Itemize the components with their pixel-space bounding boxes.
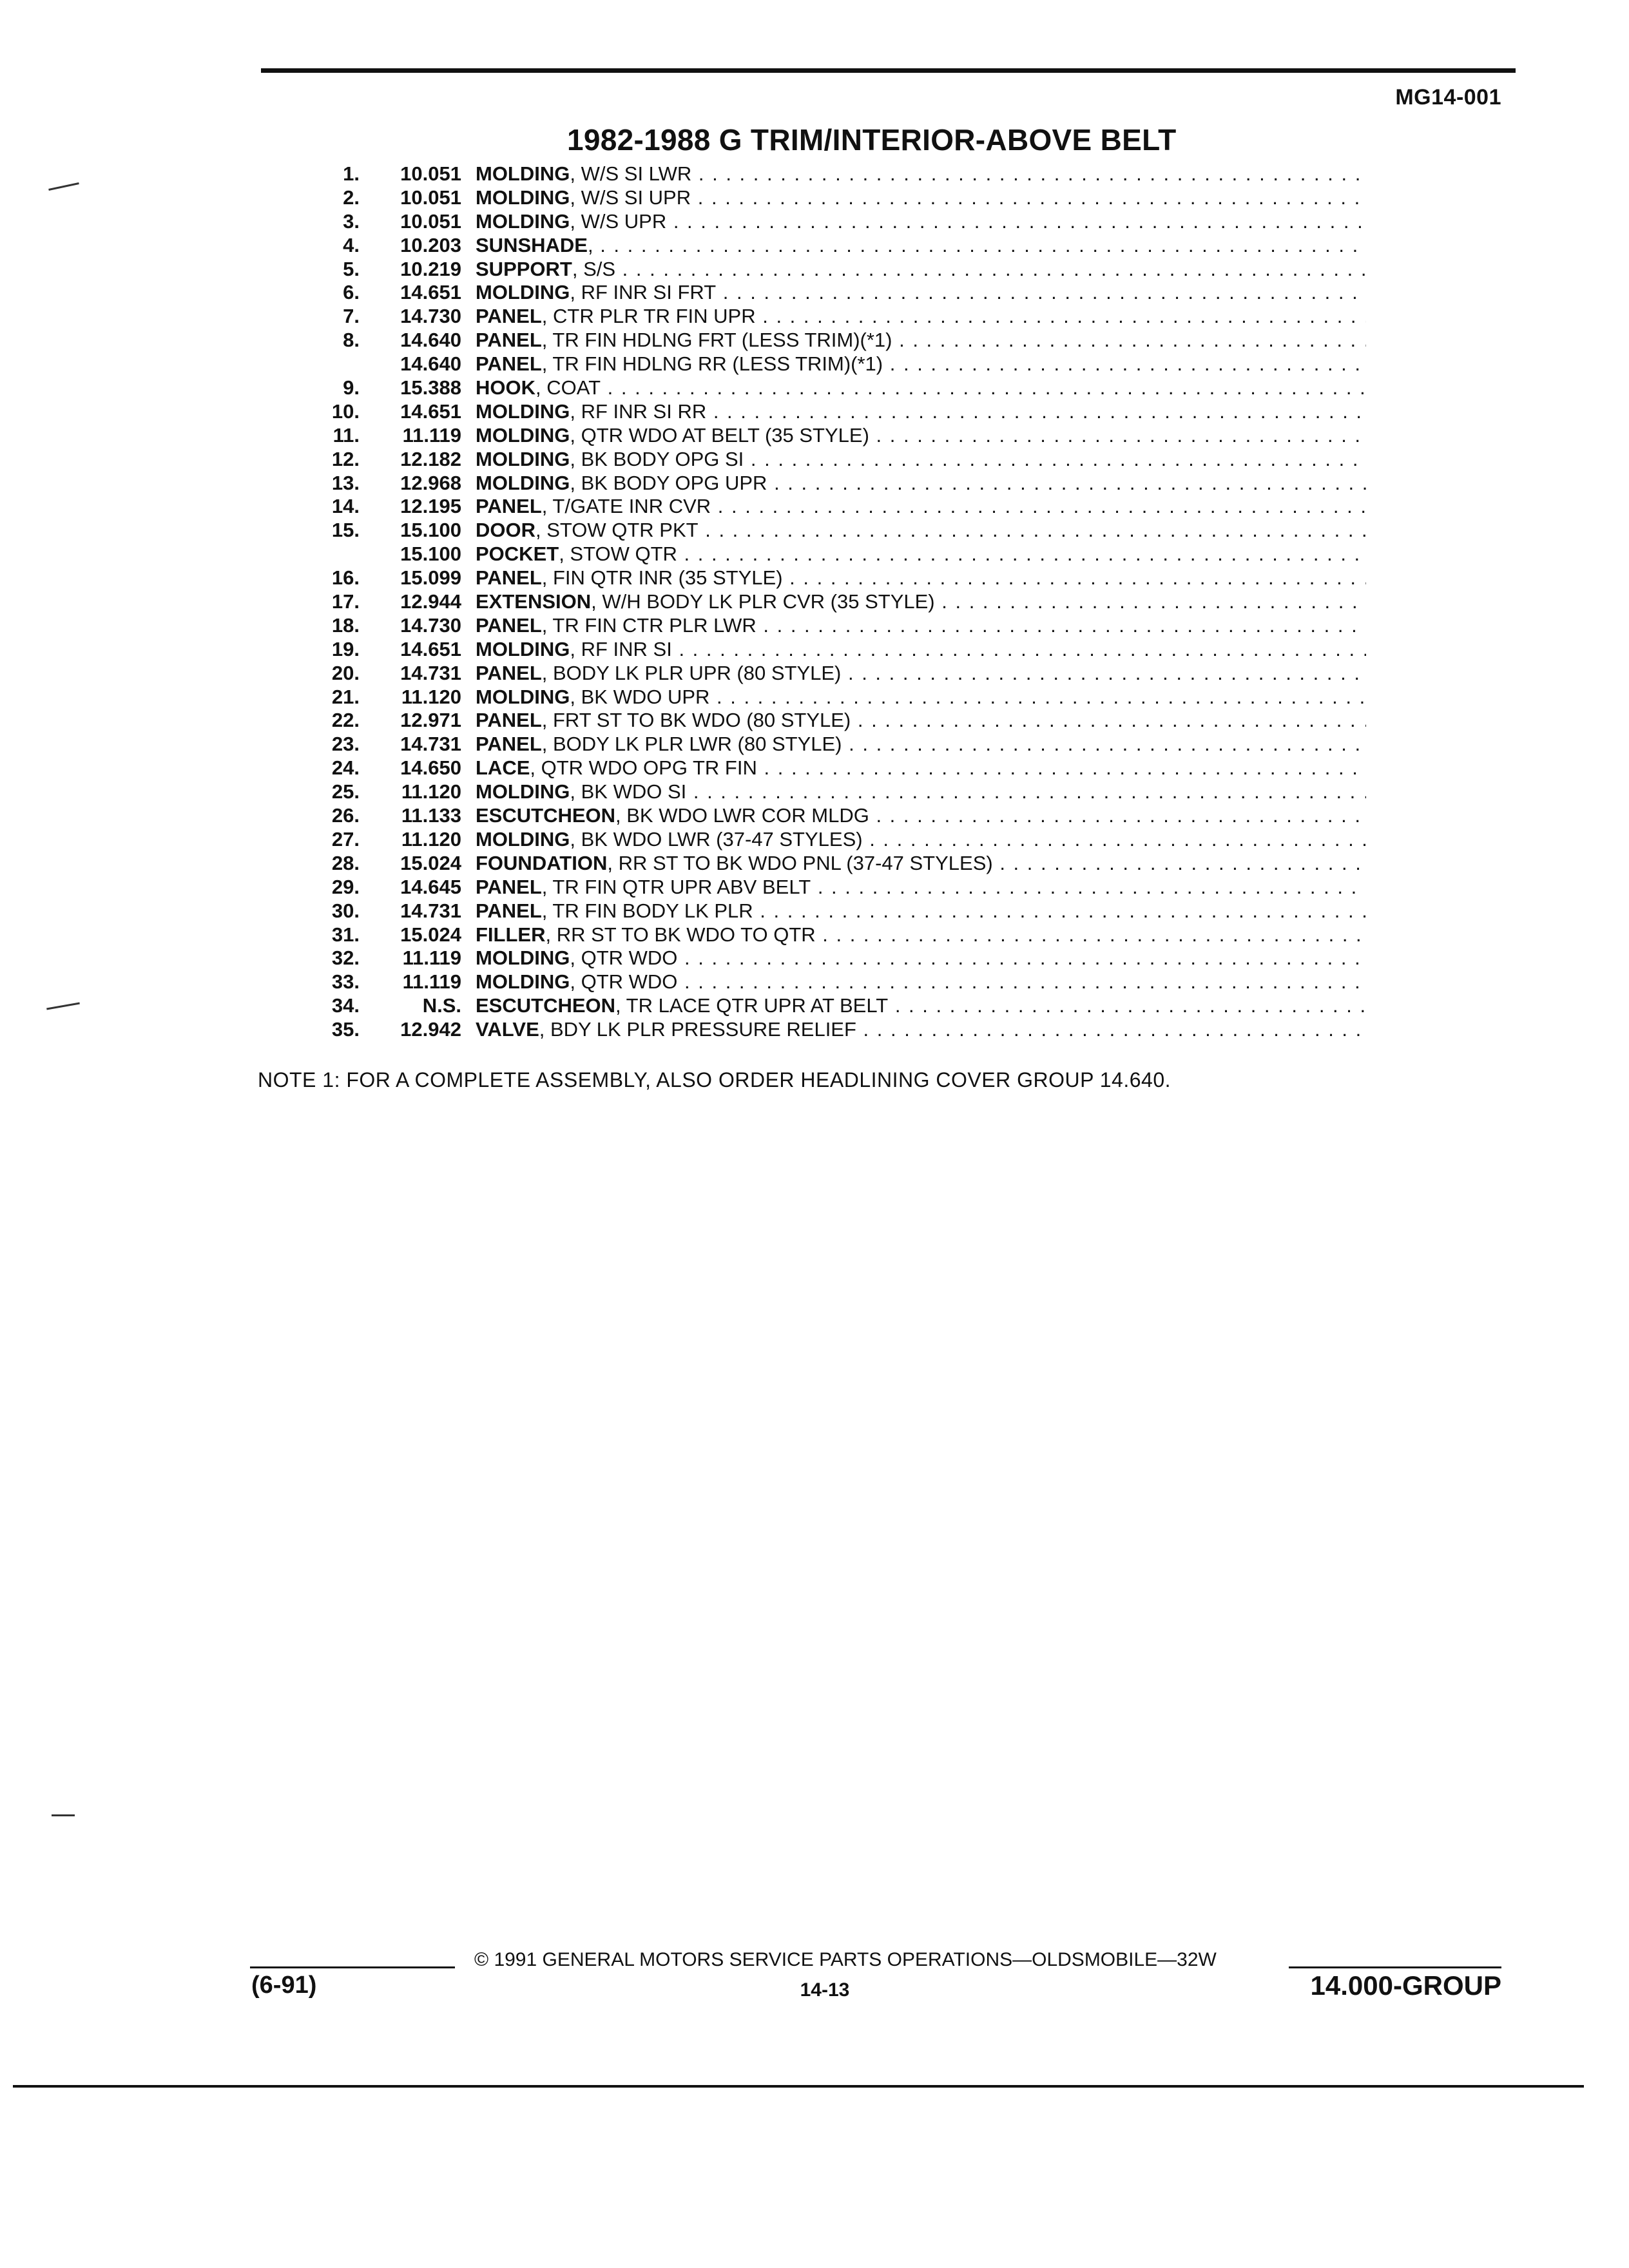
part-description xyxy=(476,662,1366,686)
part-name: ESCUTCHEON xyxy=(476,994,616,1017)
part-row xyxy=(309,590,1366,614)
part-description xyxy=(476,543,1366,566)
part-group-number: 10.203 xyxy=(400,233,461,256)
part-item-number: 26. xyxy=(331,804,360,827)
part-name: MOLDING xyxy=(476,637,570,660)
part-detail: , BK WDO LWR (37-47 STYLES) xyxy=(570,827,863,850)
part-name: SUPPORT xyxy=(476,257,572,280)
part-item-number: 15. xyxy=(331,519,360,542)
part-row xyxy=(309,234,1366,258)
top-rule xyxy=(261,68,1516,73)
part-group-number: 10.051 xyxy=(400,186,461,209)
part-row xyxy=(309,519,1366,543)
part-name: PANEL xyxy=(476,709,542,732)
part-description xyxy=(476,686,1366,709)
part-detail: , T/GATE INR CVR xyxy=(541,495,711,518)
part-group-number: 10.219 xyxy=(400,257,461,280)
page-title: 1982-1988 G TRIM/INTERIOR-ABOVE BELT xyxy=(567,123,1177,157)
part-name: PANEL xyxy=(476,329,542,352)
part-description xyxy=(476,756,1366,780)
part-description xyxy=(476,970,1366,994)
part-group-number: 12.195 xyxy=(400,495,461,518)
part-item-number: 11. xyxy=(333,423,360,447)
part-detail: , RR ST TO BK WDO TO QTR xyxy=(545,923,816,946)
part-detail: , BK BODY OPG UPR xyxy=(570,471,767,494)
part-name: MOLDING xyxy=(476,186,570,209)
margin-mark xyxy=(48,182,79,191)
part-description xyxy=(476,899,1366,923)
part-detail: , FRT ST TO BK WDO (80 STYLE) xyxy=(541,709,851,732)
part-row xyxy=(309,970,1366,994)
part-description xyxy=(476,424,1366,448)
part-group-number: 15.100 xyxy=(400,543,461,566)
part-detail: , RF INR SI RR xyxy=(570,399,707,423)
part-description xyxy=(476,448,1366,472)
part-name: ESCUTCHEON xyxy=(476,804,616,827)
part-item-number: 4. xyxy=(343,233,360,256)
part-group-number: 10.051 xyxy=(400,162,461,185)
part-detail: , BDY LK PLR PRESSURE RELIEF xyxy=(539,1018,856,1041)
part-detail: , TR FIN BODY LK PLR xyxy=(541,899,753,922)
part-name: MOLDING xyxy=(476,162,570,185)
part-detail: , RF INR SI xyxy=(570,637,672,660)
part-item-number: 24. xyxy=(331,756,360,780)
part-name: PANEL xyxy=(476,733,542,756)
part-row xyxy=(309,876,1366,899)
part-name: SUNSHADE xyxy=(476,233,588,256)
part-name: PANEL xyxy=(476,566,542,590)
part-name: PANEL xyxy=(476,613,542,637)
bottom-rule xyxy=(13,2085,1584,2088)
part-detail: , BK WDO UPR xyxy=(570,685,710,708)
part-row xyxy=(309,1018,1366,1042)
part-detail: , TR FIN HDLNG FRT (LESS TRIM)(*1) xyxy=(541,329,892,352)
part-description xyxy=(476,638,1366,662)
part-description xyxy=(476,519,1366,543)
part-item-number: 3. xyxy=(343,209,360,233)
part-detail: , TR FIN QTR UPR ABV BELT xyxy=(541,875,811,898)
part-detail: , QTR WDO AT BELT (35 STYLE) xyxy=(570,423,869,447)
part-group-number: 12.944 xyxy=(400,590,461,613)
part-name: MOLDING xyxy=(476,209,570,233)
part-group-number: 14.640 xyxy=(400,352,461,376)
part-description xyxy=(476,780,1366,804)
part-row xyxy=(309,947,1366,970)
part-description xyxy=(476,376,1366,400)
part-row xyxy=(309,852,1366,876)
part-row xyxy=(309,495,1366,519)
part-name: MOLDING xyxy=(476,471,570,494)
part-name: POCKET xyxy=(476,543,559,566)
copyright-left-rule xyxy=(250,1966,455,1968)
part-group-number: 14.650 xyxy=(400,756,461,780)
part-item-number: 25. xyxy=(331,780,360,803)
part-description xyxy=(476,923,1366,947)
part-group-number: 12.182 xyxy=(400,447,461,470)
part-item-number: 1. xyxy=(343,162,360,185)
part-item-number: 20. xyxy=(331,661,360,684)
part-detail: , BK BODY OPG SI xyxy=(570,447,744,470)
part-item-number: 21. xyxy=(331,685,360,708)
part-description xyxy=(476,876,1366,899)
part-detail: , xyxy=(587,233,593,256)
part-group-number: 15.388 xyxy=(400,376,461,399)
part-item-number: 33. xyxy=(331,970,360,994)
part-description xyxy=(476,305,1366,329)
part-detail: , W/S SI LWR xyxy=(570,162,692,185)
part-row xyxy=(309,281,1366,305)
part-group-number: 14.731 xyxy=(400,661,461,684)
part-name: PANEL xyxy=(476,899,542,922)
part-row xyxy=(309,258,1366,282)
part-name: PANEL xyxy=(476,495,542,518)
part-item-number: 16. xyxy=(331,566,360,590)
part-name: MOLDING xyxy=(476,780,570,803)
part-detail: , QTR WDO xyxy=(570,947,678,970)
margin-mark xyxy=(52,1814,75,1816)
part-group-number: 15.100 xyxy=(400,519,461,542)
part-row xyxy=(309,186,1366,210)
part-item-number: 2. xyxy=(343,186,360,209)
part-detail: , COAT xyxy=(535,376,601,399)
part-description xyxy=(476,947,1366,970)
part-group-number: 11.120 xyxy=(401,685,461,708)
part-name: MOLDING xyxy=(476,685,570,708)
part-description xyxy=(476,329,1366,352)
copyright-right-rule xyxy=(1289,1966,1501,1968)
part-item-number: 12. xyxy=(331,447,360,470)
footnote: NOTE 1: FOR A COMPLETE ASSEMBLY, ALSO ORDER HEADLINING COVER GROUP 14.640. xyxy=(258,1068,1171,1091)
part-name: FOUNDATION xyxy=(476,851,608,874)
part-name: MOLDING xyxy=(476,827,570,850)
part-description xyxy=(476,186,1366,210)
part-description xyxy=(476,1018,1366,1042)
part-name: FILLER xyxy=(476,923,546,946)
part-row xyxy=(309,662,1366,686)
part-description xyxy=(476,495,1366,519)
part-name: MOLDING xyxy=(476,447,570,470)
part-group-number: 12.971 xyxy=(400,709,461,732)
part-row xyxy=(309,709,1366,733)
part-group-number: 11.119 xyxy=(402,970,461,994)
part-row xyxy=(309,756,1366,780)
part-row xyxy=(309,352,1366,376)
part-name: DOOR xyxy=(476,519,535,542)
part-description xyxy=(476,352,1366,376)
part-row xyxy=(309,329,1366,352)
part-item-number: 9. xyxy=(343,376,360,399)
part-row xyxy=(309,472,1366,495)
group-label: 14.000-GROUP xyxy=(1310,1970,1501,2001)
part-name: LACE xyxy=(476,756,530,780)
part-description xyxy=(476,828,1366,852)
part-detail: , FIN QTR INR (35 STYLE) xyxy=(541,566,783,590)
part-group-number: N.S. xyxy=(422,994,461,1017)
part-description xyxy=(476,210,1366,234)
part-name: HOOK xyxy=(476,376,535,399)
part-detail: , RR ST TO BK WDO PNL (37-47 STYLES) xyxy=(607,851,993,874)
part-row xyxy=(309,162,1366,186)
part-detail: , CTR PLR TR FIN UPR xyxy=(541,305,756,328)
part-description xyxy=(476,162,1366,186)
part-group-number: 14.730 xyxy=(400,613,461,637)
part-item-number: 27. xyxy=(331,827,360,850)
part-item-number: 30. xyxy=(331,899,360,922)
part-item-number: 18. xyxy=(331,613,360,637)
part-group-number: 11.120 xyxy=(401,827,461,850)
part-row xyxy=(309,614,1366,638)
part-item-number: 31. xyxy=(331,923,360,946)
part-detail: , BODY LK PLR LWR (80 STYLE) xyxy=(541,733,842,756)
part-detail: , TR FIN HDLNG RR (LESS TRIM)(*1) xyxy=(541,352,883,376)
part-description xyxy=(476,804,1366,828)
part-name: PANEL xyxy=(476,661,542,684)
part-item-number: 23. xyxy=(331,733,360,756)
part-name: PANEL xyxy=(476,352,542,376)
copyright-text: © 1991 GENERAL MOTORS SERVICE PARTS OPERATIONS—OLDSMOBILE—32W xyxy=(474,1949,1217,1970)
part-group-number: 12.942 xyxy=(400,1018,461,1041)
part-row xyxy=(309,733,1366,756)
part-group-number: 11.119 xyxy=(402,947,461,970)
part-group-number: 14.645 xyxy=(400,875,461,898)
part-name: PANEL xyxy=(476,305,542,328)
part-name: EXTENSION xyxy=(476,590,592,613)
part-item-number: 8. xyxy=(343,329,360,352)
part-description xyxy=(476,709,1366,733)
part-item-number: 22. xyxy=(331,709,360,732)
part-group-number: 14.730 xyxy=(400,305,461,328)
part-description xyxy=(476,281,1366,305)
part-item-number: 13. xyxy=(331,471,360,494)
part-detail: , BK WDO LWR COR MLDG xyxy=(615,804,869,827)
part-description xyxy=(476,590,1366,614)
part-row xyxy=(309,686,1366,709)
margin-mark xyxy=(46,1003,80,1010)
part-row xyxy=(309,638,1366,662)
parts-list xyxy=(309,162,1366,1042)
part-description xyxy=(476,258,1366,282)
part-row xyxy=(309,424,1366,448)
part-group-number: 14.731 xyxy=(400,733,461,756)
part-group-number: 15.024 xyxy=(400,923,461,946)
part-detail: , BODY LK PLR UPR (80 STYLE) xyxy=(541,661,842,684)
part-name: MOLDING xyxy=(476,399,570,423)
part-row xyxy=(309,448,1366,472)
part-detail: , QTR WDO OPG TR FIN xyxy=(530,756,757,780)
part-group-number: 11.120 xyxy=(401,780,461,803)
part-group-number: 14.640 xyxy=(400,329,461,352)
part-detail: , W/H BODY LK PLR CVR (35 STYLE) xyxy=(591,590,935,613)
part-item-number: 5. xyxy=(343,257,360,280)
part-row xyxy=(309,804,1366,828)
part-group-number: 14.731 xyxy=(400,899,461,922)
part-description xyxy=(476,852,1366,876)
part-description xyxy=(476,472,1366,495)
part-row xyxy=(309,923,1366,947)
part-detail: , STOW QTR PKT xyxy=(535,519,699,542)
part-group-number: 14.651 xyxy=(400,637,461,660)
part-group-number: 11.119 xyxy=(402,423,461,447)
part-detail: , RF INR SI FRT xyxy=(570,281,717,304)
part-row xyxy=(309,994,1366,1018)
part-row xyxy=(309,780,1366,804)
part-detail: , BK WDO SI xyxy=(570,780,687,803)
part-detail: , W/S UPR xyxy=(570,209,667,233)
part-group-number: 15.024 xyxy=(400,851,461,874)
revision-date: (6-91) xyxy=(251,1972,317,1999)
part-detail: , W/S SI UPR xyxy=(570,186,691,209)
part-description xyxy=(476,566,1366,590)
part-description xyxy=(476,994,1366,1018)
part-description xyxy=(476,614,1366,638)
part-item-number: 29. xyxy=(331,875,360,898)
part-row xyxy=(309,210,1366,234)
part-detail: , STOW QTR xyxy=(559,543,677,566)
part-item-number: 28. xyxy=(331,851,360,874)
part-row xyxy=(309,376,1366,400)
part-row xyxy=(309,400,1366,424)
part-name: MOLDING xyxy=(476,423,570,447)
part-name: MOLDING xyxy=(476,970,570,994)
part-name: VALVE xyxy=(476,1018,539,1041)
part-group-number: 12.968 xyxy=(400,471,461,494)
part-item-number: 14. xyxy=(331,495,360,518)
part-item-number: 7. xyxy=(343,305,360,328)
part-group-number: 14.651 xyxy=(400,399,461,423)
part-item-number: 32. xyxy=(331,947,360,970)
part-row xyxy=(309,899,1366,923)
part-item-number: 34. xyxy=(331,994,360,1017)
part-item-number: 10. xyxy=(331,399,360,423)
part-description xyxy=(476,234,1366,258)
part-group-number: 10.051 xyxy=(400,209,461,233)
part-description xyxy=(476,733,1366,756)
part-item-number: 35. xyxy=(331,1018,360,1041)
part-row xyxy=(309,543,1366,566)
part-item-number: 19. xyxy=(331,637,360,660)
part-group-number: 15.099 xyxy=(400,566,461,590)
part-detail: , TR LACE QTR UPR AT BELT xyxy=(615,994,889,1017)
part-row xyxy=(309,566,1366,590)
part-item-number: 6. xyxy=(343,281,360,304)
part-row xyxy=(309,828,1366,852)
part-description xyxy=(476,400,1366,424)
part-detail: , TR FIN CTR PLR LWR xyxy=(541,613,757,637)
part-item-number: 17. xyxy=(331,590,360,613)
part-name: PANEL xyxy=(476,875,542,898)
page-number: 14-13 xyxy=(800,1979,850,2001)
part-name: MOLDING xyxy=(476,947,570,970)
part-group-number: 11.133 xyxy=(401,804,461,827)
part-detail: , QTR WDO xyxy=(570,970,678,994)
part-row xyxy=(309,305,1366,329)
document-code: MG14-001 xyxy=(1395,85,1501,110)
part-detail: , S/S xyxy=(572,257,616,280)
part-name: MOLDING xyxy=(476,281,570,304)
part-group-number: 14.651 xyxy=(400,281,461,304)
